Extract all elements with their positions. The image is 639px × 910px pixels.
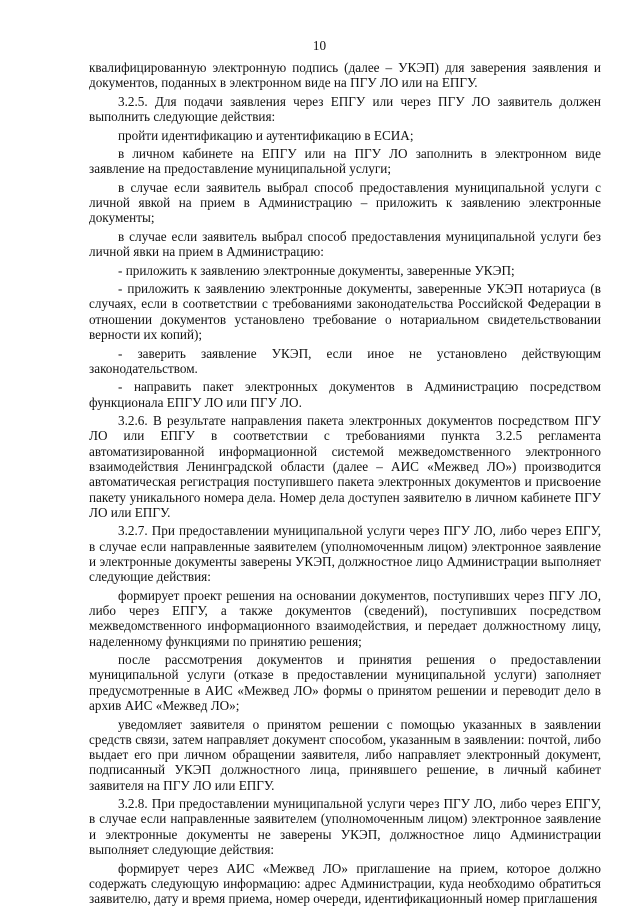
paragraph: квалифицированную электронную подпись (далее – УКЭП) для заверения заявления и документов, поданных в электронном виде на ПГУ ЛО или на ЕПГУ.: [89, 60, 601, 91]
document-body: [89, 60, 601, 910]
paragraph: 3.2.8. При предоставлении муниципальной услуги через ПГУ ЛО, либо через ЕПГУ, в случае если направленные заявителем (уполномоченным лицом) электронное заявление и электронные документы не заверены УКЭП, должностное лицо Администрации выполняет следующие действия:: [89, 796, 601, 858]
paragraph: 3.2.7. При предоставлении муниципальной услуги через ПГУ ЛО, либо через ЕПГУ, в случае если направленные заявителем (уполномоченным лицом) электронное заявление и электронные документы заверены УКЭП, должностное лицо Администрации выполняет следующие действия:: [89, 523, 601, 585]
paragraph: уведомляет заявителя о принятом решении с помощью указанных в заявлении средств связи, затем направляет документ способом, указанным в заявлении: почтой, либо выдает его при личном обращении заявителя, либо направляет электронный документ, подписанный УКЭП должностного лица, принявшего решение, в личный кабинет заявителя на ПГУ ЛО или ЕПГУ.: [89, 716, 601, 793]
paragraph: формирует через АИС «Межвед ЛО» приглашение на прием, которое должно содержать следующую информацию: адрес Администрации, куда необходимо обратиться заявителю, дату и время приема, номер очереди, идентификационный номер приглашения: [89, 860, 601, 907]
paragraph: 3.2.6. В результате направления пакета электронных документов посредством ПГУ ЛО или ЕПГУ в соответствии с требованиями пункта 3.2.5 регламента автоматизированной информационной системой межведомственного электронного взаимодействия Ленинградской области (далее – АИС «Межвед ЛО») производится автоматическая регистрация поступившего пакета электронных документов и присвоение пакету уникального номера дела. Номер дела доступен заявителю в личном кабинете ПГУ ЛО или ЕПГУ.: [89, 413, 601, 520]
paragraph: в случае если заявитель выбрал способ предоставления муниципальной услуги с личной явкой на прием в Администрацию – приложить к заявлению электронные документы;: [89, 179, 601, 226]
paragraph: - приложить к заявлению электронные документы, заверенные УКЭП;: [118, 262, 515, 278]
paragraph: - направить пакет электронных документов в Администрацию посредством функционала ЕПГУ ЛО или ПГУ ЛО.: [89, 379, 601, 410]
paragraph: пройти идентификацию и аутентификацию в ЕСИА;: [118, 127, 414, 143]
paragraph: формирует проект решения на основании документов, поступивших через ПГУ ЛО, либо через ЕПГУ, а также документов (сведений), поступивших посредством межведомственного информационного взаимодействия, и передает должностному лицу, наделенному функциями по принятию решения;: [89, 587, 601, 649]
paragraph: - заверить заявление УКЭП, если иное не установлено действующим законодательством.: [89, 345, 601, 376]
paragraph: после рассмотрения документов и принятия решения о предоставлении муниципальной услуги (отказе в предоставлении муниципальной услуги) заполняет предусмотренные в АИС «Межвед ЛО» формы о принятом решении и переводит дело в архив АИС «Межвед ЛО»;: [89, 652, 601, 714]
page-number: 10: [312, 38, 327, 53]
paragraph: - приложить к заявлению электронные документы, заверенные УКЭП нотариуса (в случаях, если в соответствии с требованиями законодательства Российской Федерации в отношении документов установлено требование о нотариальном свидетельствовании верности их копий);: [89, 281, 601, 343]
paragraph: в личном кабинете на ЕПГУ или на ПГУ ЛО заполнить в электронном виде заявление на предоставление муниципальной услуги;: [89, 146, 601, 177]
paragraph: в случае если заявитель выбрал способ предоставления муниципальной услуги без личной явки на прием в Администрацию:: [89, 228, 601, 260]
paragraph: 3.2.5. Для подачи заявления через ЕПГУ или через ПГУ ЛО заявитель должен выполнить следующие действия:: [89, 93, 601, 125]
